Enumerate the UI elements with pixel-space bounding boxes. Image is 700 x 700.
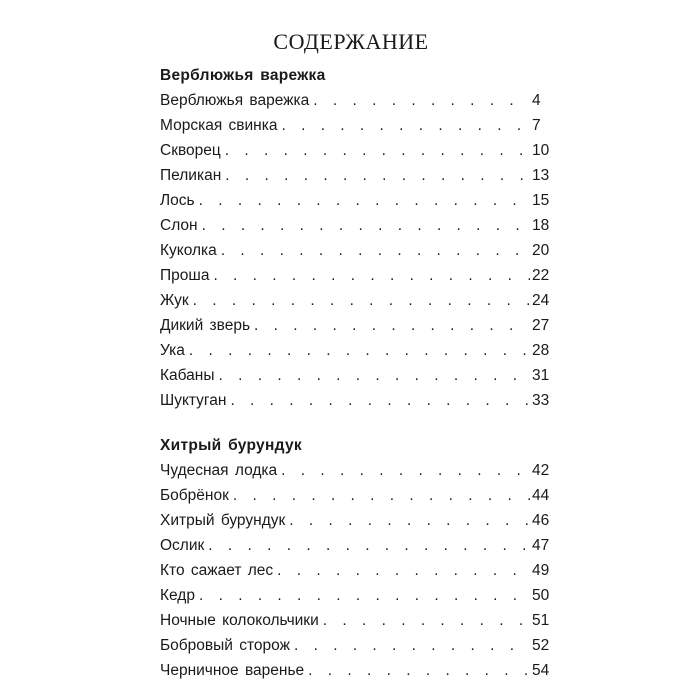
entry-page-number: 44 [532,487,550,504]
toc-entry [160,312,550,336]
entry-title: Чудесная лодка [160,462,278,479]
entry-title: Хитрый бурундук [160,512,286,529]
dot-leader [213,266,530,286]
toc-entry [160,387,550,411]
toc-entry [160,532,550,556]
dot-leader [233,486,530,506]
dot-leader [294,636,530,656]
entry-title: Морская свинка [160,117,278,134]
entry-page-number: 33 [532,392,550,409]
entry-page-number: 24 [532,292,550,309]
entry-title: Верблюжья варежка [160,92,310,109]
toc-entry [160,337,550,361]
entry-title: Лось [160,192,195,209]
entry-page-number: 10 [532,142,550,159]
entry-page-number: 20 [532,242,550,259]
dot-leader [219,366,531,386]
entry-page-number: 52 [532,637,550,654]
dot-leader [308,661,530,681]
entry-page-number: 46 [532,512,550,529]
entry-page-number: 50 [532,587,550,604]
toc-entry [160,162,550,186]
entry-title: Ука [160,342,185,359]
entry-page-number: 4 [532,92,541,109]
entry-title: Кабаны [160,367,215,384]
toc-entry [160,657,550,681]
entry-title: Черничное варенье [160,662,305,679]
entry-page-number: 13 [532,167,550,184]
toc-entry [160,507,550,531]
entry-page-number: 54 [532,662,550,679]
entry-title: Скворец [160,142,221,159]
toc-entry [160,362,550,386]
entry-page-number: 27 [532,317,550,334]
entry-page-number: 15 [532,192,550,209]
entry-title: Кто сажает лес [160,562,274,579]
dot-leader [225,141,530,161]
dot-leader [281,461,530,481]
entry-page-number: 49 [532,562,550,579]
toc-entry [160,237,550,261]
entry-title: Бобровый сторож [160,637,290,654]
toc-entry [160,607,550,631]
entry-page-number: 7 [532,117,541,134]
dot-leader [277,561,530,581]
entry-title: Кедр [160,587,195,604]
entry-title: Пеликан [160,167,222,184]
toc-entry [160,137,550,161]
entry-page-number: 31 [532,367,550,384]
entry-title: Жук [160,292,189,309]
entry-page-number: 28 [532,342,550,359]
dot-leader [230,391,530,411]
dot-leader [208,536,530,556]
section-heading-2: Хитрый бурундук [160,437,302,454]
entry-title: Куколка [160,242,217,259]
section-heading-1: Верблюжья варежка [160,67,326,84]
toc-entry [160,582,550,606]
entry-page-number: 18 [532,217,550,234]
entry-title: Шуктуган [160,392,227,409]
toc-entry [160,187,550,211]
dot-leader [323,611,530,631]
entry-title: Ночные колокольчики [160,612,319,629]
dot-leader [225,166,530,186]
entry-title: Бобрёнок [160,487,229,504]
entry-title: Дикий зверь [160,317,251,334]
dot-leader [289,511,530,531]
toc-entry [160,482,550,506]
toc-entry [160,557,550,581]
dot-leader [202,216,530,236]
toc-title: СОДЕРЖАНИЕ [273,29,429,54]
toc-entry [160,632,550,656]
dot-leader [281,116,530,136]
entry-title: Ослик [160,537,205,554]
entry-page-number: 51 [532,612,550,629]
toc-entry [160,287,550,311]
entry-page-number: 22 [532,267,550,284]
toc-entry [160,262,550,286]
dot-leader [254,316,530,336]
entry-title: Слон [160,217,198,234]
entry-title: Проша [160,267,210,284]
entry-page-number: 47 [532,537,550,554]
toc-page [160,0,550,700]
toc-entry [160,457,550,481]
dot-leader [199,191,530,211]
dot-leader [199,586,530,606]
dot-leader [313,91,530,111]
dot-leader [193,291,530,311]
toc-entry [160,112,540,136]
dot-leader [189,341,530,361]
entry-page-number: 42 [532,462,550,479]
dot-leader [221,241,530,261]
toc-entry [160,212,550,236]
toc-entry [160,87,540,111]
